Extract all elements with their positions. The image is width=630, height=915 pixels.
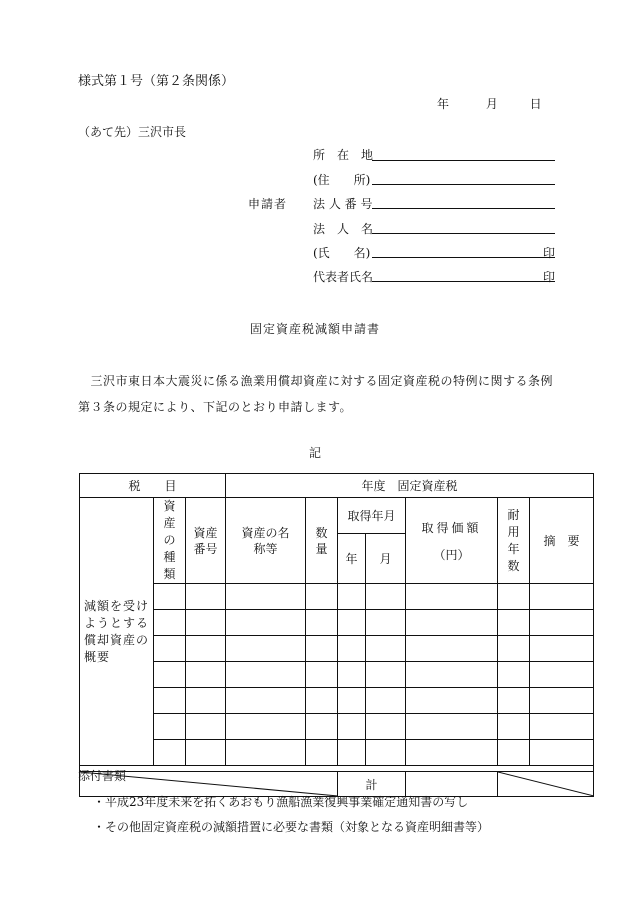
table-row	[80, 584, 594, 610]
field-line-representative[interactable]	[372, 280, 555, 282]
table-cell[interactable]	[406, 610, 498, 636]
table-cell[interactable]	[366, 740, 406, 766]
field-line-address[interactable]	[372, 159, 555, 161]
table-cell[interactable]	[154, 714, 186, 740]
table-cell[interactable]	[306, 636, 338, 662]
table-cell[interactable]	[154, 740, 186, 766]
summary-label: 減額を受けようとする償却資産の概要	[80, 498, 154, 766]
table-cell[interactable]	[498, 714, 530, 740]
field-label-address: 所 在 地	[313, 148, 374, 162]
table-row	[80, 688, 594, 714]
attachments-title: 添付書類	[78, 769, 127, 783]
total-label: 計	[338, 772, 406, 797]
body-text: 三沢市東日本大震災に係る漁業用償却資産に対する固定資産税の特例に関する条例第３条の規定により、下記のとおり申請します。	[78, 374, 554, 414]
table-cell[interactable]	[154, 688, 186, 714]
table-cell[interactable]	[530, 740, 594, 766]
table-cell[interactable]	[154, 662, 186, 688]
table-cell[interactable]	[406, 636, 498, 662]
table-cell[interactable]	[530, 688, 594, 714]
table-cell[interactable]	[226, 714, 306, 740]
field-line-residence[interactable]	[372, 183, 555, 185]
table-cell[interactable]	[306, 688, 338, 714]
header-asset-name: 資産の名称等	[226, 498, 306, 584]
diagonal-line	[498, 772, 594, 796]
table-cell[interactable]	[226, 610, 306, 636]
table-cell[interactable]	[406, 662, 498, 688]
field-label-residence: (住 所)	[313, 173, 371, 187]
tax-item-value[interactable]: 年度 固定資産税	[226, 474, 594, 498]
attachment-item: ・その他固定資産税の減額措置に必要な書類（対象となる資産明細書等）	[93, 820, 490, 834]
date-line	[437, 95, 542, 112]
table-cell[interactable]	[338, 636, 366, 662]
date-day-label: 日	[529, 97, 542, 111]
field-label-corp-number: 法 人 番 号	[313, 197, 373, 211]
table-cell[interactable]	[366, 584, 406, 610]
table-cell[interactable]	[530, 610, 594, 636]
table-cell[interactable]	[366, 714, 406, 740]
table-cell[interactable]	[186, 714, 226, 740]
field-line-corp-number[interactable]	[372, 207, 555, 209]
table-row	[80, 662, 594, 688]
table-cell[interactable]	[366, 636, 406, 662]
field-label-name: (氏 名)	[313, 246, 371, 260]
field-label-corp-name: 法 人 名	[313, 222, 374, 236]
table-cell[interactable]	[498, 688, 530, 714]
form-number: 様式第１号（第２条関係）	[78, 74, 235, 89]
header-month: 月	[366, 533, 406, 583]
header-asset-type: 資産の種類	[154, 498, 186, 584]
table-cell[interactable]	[498, 610, 530, 636]
table-cell[interactable]	[226, 636, 306, 662]
document-title: 固定資産税減額申請書	[249, 322, 380, 336]
header-quantity: 数量	[306, 498, 338, 584]
date-month-label: 月	[485, 97, 498, 111]
table-cell[interactable]	[406, 740, 498, 766]
table-cell[interactable]	[338, 610, 366, 636]
table-cell[interactable]	[186, 740, 226, 766]
table-cell[interactable]	[338, 584, 366, 610]
table-cell[interactable]	[338, 662, 366, 688]
header-year: 年	[338, 533, 366, 583]
table-cell[interactable]	[226, 584, 306, 610]
header-useful-life: 耐用年数	[498, 498, 530, 584]
table-cell[interactable]	[306, 740, 338, 766]
date-year-label: 年	[437, 97, 450, 111]
table-cell[interactable]	[530, 662, 594, 688]
header-remarks: 摘 要	[530, 498, 594, 584]
table-cell[interactable]	[226, 662, 306, 688]
table-cell[interactable]	[306, 714, 338, 740]
addressee: （あて先）三沢市長	[78, 125, 187, 139]
table-cell[interactable]	[186, 688, 226, 714]
ki-heading: 記	[308, 446, 321, 460]
table-row	[80, 610, 594, 636]
table-cell[interactable]	[406, 714, 498, 740]
applicant-label: 申請者	[248, 197, 288, 211]
table-cell[interactable]	[154, 610, 186, 636]
asset-table	[79, 473, 594, 797]
table-cell[interactable]	[366, 610, 406, 636]
table-row	[80, 714, 594, 740]
seal-mark-name: 印	[543, 246, 556, 260]
table-row	[80, 740, 594, 766]
field-line-corp-name[interactable]	[372, 232, 555, 234]
attachment-item: ・平成23年度未来を拓くあおもり漁船漁業復興事業確定通知書の写し	[93, 795, 469, 809]
table-cell[interactable]	[226, 740, 306, 766]
table-cell[interactable]	[366, 688, 406, 714]
table-cell[interactable]	[154, 636, 186, 662]
table-cell[interactable]	[306, 662, 338, 688]
table-cell[interactable]	[406, 688, 498, 714]
table-cell[interactable]	[338, 740, 366, 766]
table-cell[interactable]	[366, 662, 406, 688]
table-cell[interactable]	[306, 584, 338, 610]
field-label-representative: 代表者氏名	[313, 270, 374, 284]
table-cell[interactable]	[498, 636, 530, 662]
table-cell[interactable]	[306, 610, 338, 636]
seal-mark-representative: 印	[543, 270, 556, 284]
table-cell[interactable]	[338, 688, 366, 714]
total-remarks-diagonal	[498, 772, 594, 797]
table-cell[interactable]	[498, 740, 530, 766]
table-cell[interactable]	[226, 688, 306, 714]
table-cell[interactable]	[498, 584, 530, 610]
table-cell[interactable]	[530, 636, 594, 662]
header-asset-number: 資産番号	[186, 498, 226, 584]
table-cell[interactable]	[338, 714, 366, 740]
table-cell[interactable]	[406, 584, 498, 610]
table-cell[interactable]	[186, 610, 226, 636]
table-row	[80, 636, 594, 662]
table-cell[interactable]	[530, 714, 594, 740]
header-acquisition-date: 取得年月	[338, 498, 406, 534]
field-line-name[interactable]	[372, 256, 555, 258]
table-cell[interactable]	[498, 662, 530, 688]
table-cell[interactable]	[186, 636, 226, 662]
table-cell[interactable]	[154, 584, 186, 610]
table-cell[interactable]	[530, 584, 594, 610]
table-cell[interactable]	[186, 584, 226, 610]
table-cell[interactable]	[186, 662, 226, 688]
header-acquisition-price: 取得価額 （円）	[406, 498, 498, 584]
tax-item-label: 税 目	[80, 474, 226, 498]
